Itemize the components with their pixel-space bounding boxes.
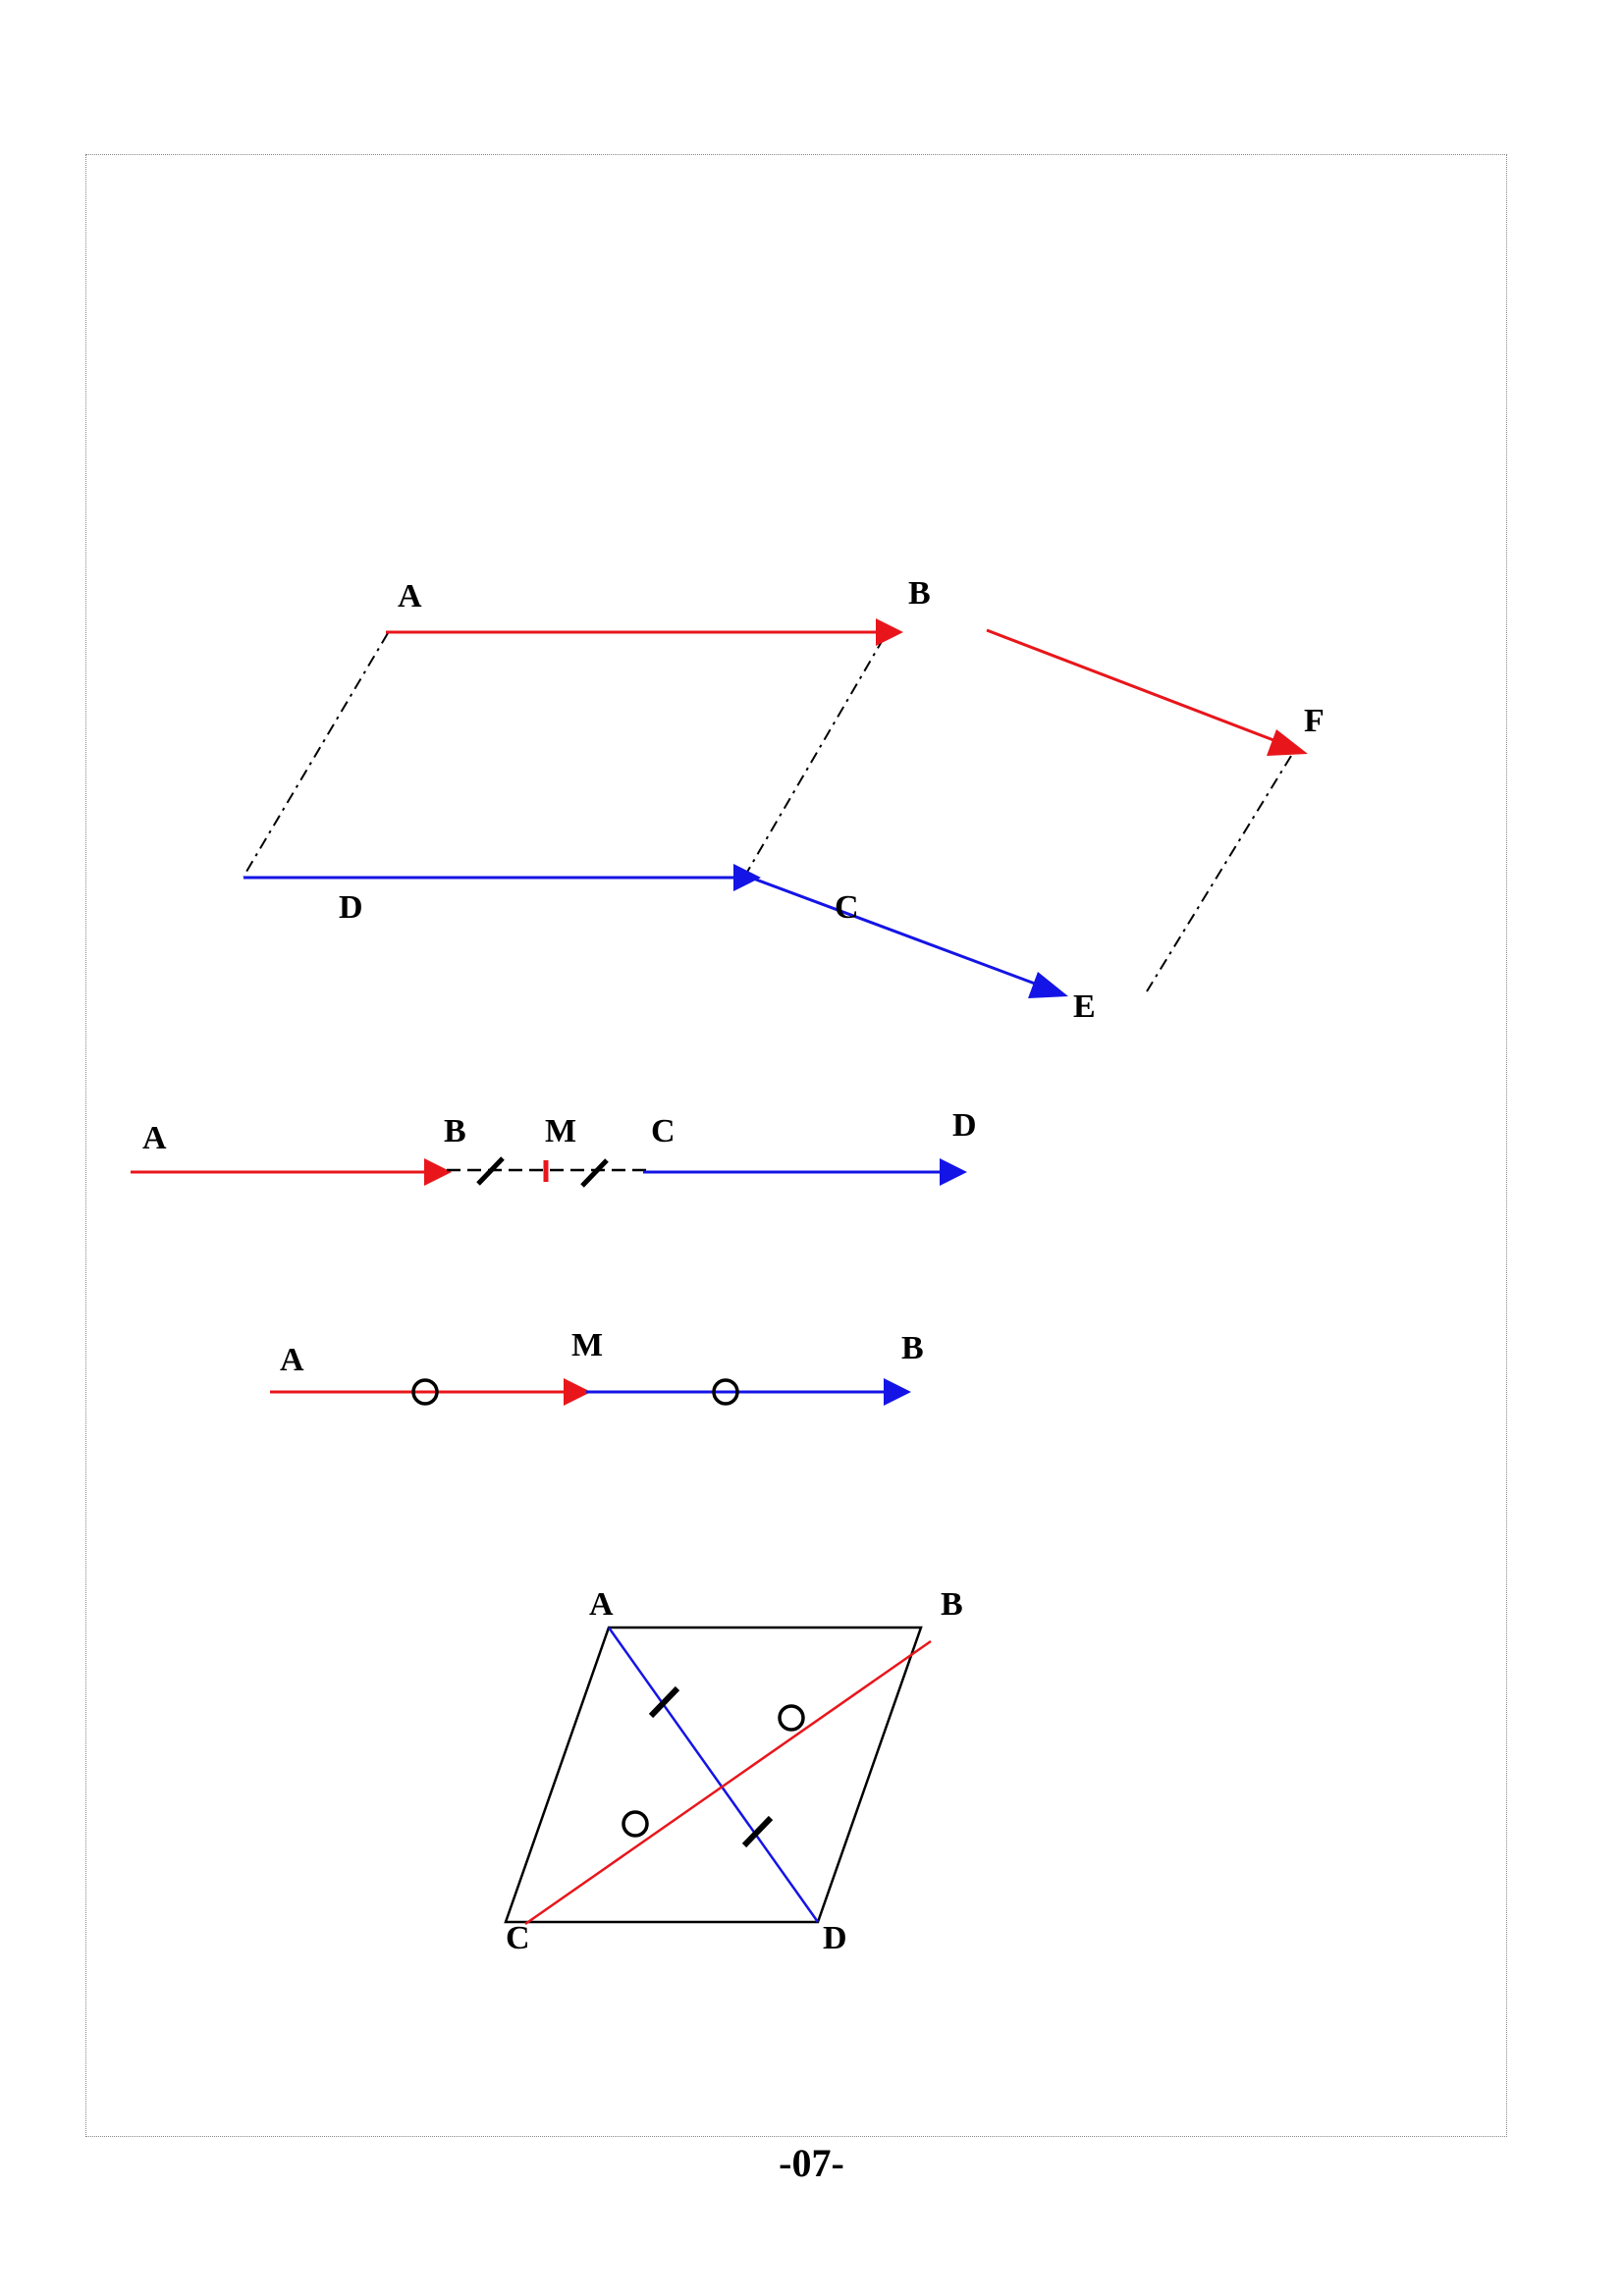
label-fig2-M: M: [545, 1113, 577, 1149]
label-fig1-B: B: [908, 575, 931, 612]
diagonal-AD: [609, 1628, 818, 1922]
label-fig1-E: E: [1073, 988, 1096, 1025]
vector-BF: [987, 630, 1281, 743]
arrowhead-BF: [1267, 729, 1308, 756]
label-fig1-C: C: [835, 889, 859, 926]
label-fig4-D: D: [823, 1920, 847, 1956]
arrowhead-MB: [884, 1378, 911, 1406]
label-fig2-D: D: [952, 1107, 977, 1144]
equal-mark-diagonal-upper: [780, 1706, 803, 1730]
equal-mark-diagonal-lower: [623, 1812, 647, 1836]
figure-midpoint: [270, 1327, 924, 1406]
label-fig4-A: A: [589, 1586, 614, 1623]
label-fig2-B: B: [444, 1113, 466, 1149]
dashed-segment-AD: [243, 633, 388, 877]
arrowhead-AB: [876, 618, 903, 646]
figure-collinear-vectors: [131, 1107, 977, 1186]
tick-MC: [582, 1160, 607, 1186]
arrowhead-CE: [1028, 972, 1068, 998]
label-fig1-F: F: [1304, 703, 1325, 739]
page-number: -07-: [779, 2141, 844, 2185]
arrowhead-CD-line: [940, 1158, 967, 1186]
label-fig3-A: A: [280, 1342, 304, 1378]
label-fig1-A: A: [398, 578, 422, 614]
diagonal-CB: [525, 1641, 931, 1924]
label-fig2-C: C: [651, 1113, 676, 1149]
label-fig2-A: A: [142, 1120, 167, 1156]
figure-vector-parallelograms: [243, 575, 1325, 1025]
figure-parallelogram-diagonals: [506, 1586, 963, 1956]
arrowhead-AB-line: [424, 1158, 452, 1186]
vector-CE: [748, 877, 1043, 987]
label-fig4-B: B: [941, 1586, 963, 1623]
label-fig3-M: M: [571, 1327, 604, 1363]
dashed-segment-BC: [746, 638, 884, 874]
dashed-segment-FE: [1147, 756, 1291, 991]
label-fig3-B: B: [901, 1330, 924, 1366]
label-fig4-C: C: [506, 1920, 530, 1956]
arrowhead-DC: [733, 864, 761, 891]
label-fig1-D: D: [339, 889, 363, 926]
